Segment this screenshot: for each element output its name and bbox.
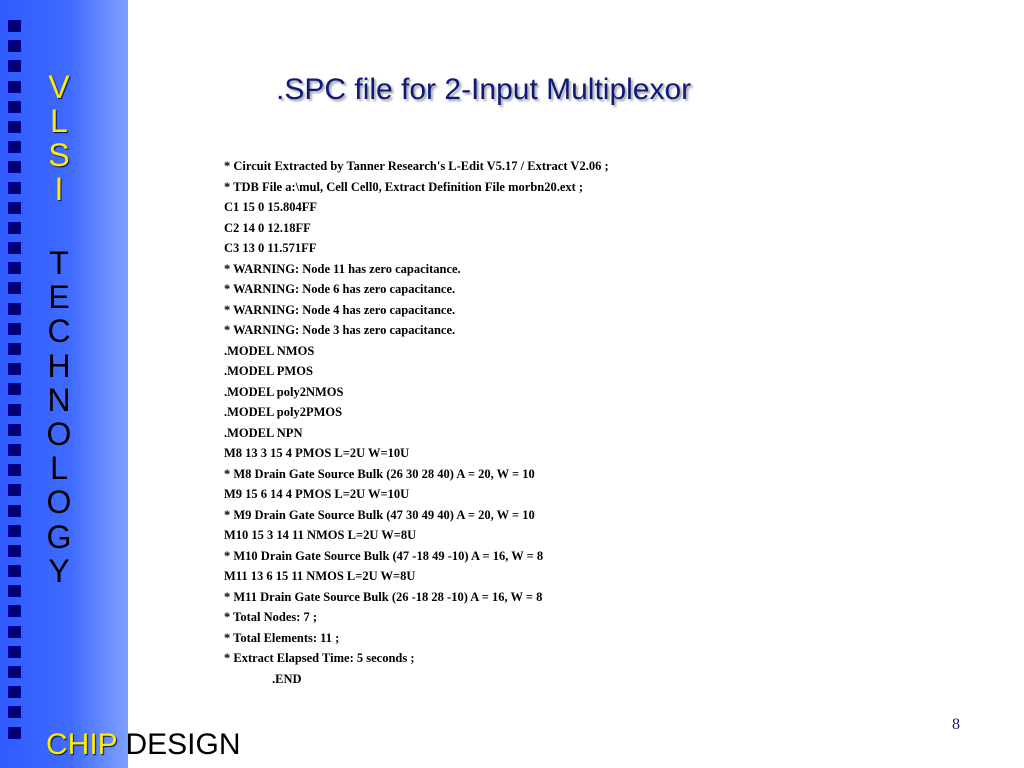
listing-line: * WARNING: Node 3 has zero capacitance. xyxy=(224,323,456,337)
chip-label: CHIP xyxy=(46,728,118,761)
vlsi-letter: I xyxy=(54,171,64,207)
square-bullet-icon xyxy=(8,343,21,355)
listing-line: * M9 Drain Gate Source Bulk (47 30 49 40) A = 20, W = 10 xyxy=(224,507,535,522)
square-bullet-icon xyxy=(8,202,21,214)
square-bullet-icon xyxy=(8,505,21,517)
slide-title: .SPC file for 2-Input Multiplexor xyxy=(276,73,692,106)
sidebar xyxy=(0,0,241,768)
square-bullet-icon xyxy=(8,121,21,133)
listing-line: .MODEL NPN xyxy=(224,425,303,440)
square-bullet-icon xyxy=(8,404,21,416)
listing-line: C1 15 0 15.804FF xyxy=(224,200,318,214)
square-bullet-icon xyxy=(8,545,21,557)
listing-line: .MODEL PMOS xyxy=(224,364,313,378)
vlsi-letter: V xyxy=(48,69,70,105)
technology-letter: O xyxy=(46,484,72,521)
square-bullet-icon xyxy=(8,646,21,658)
listing-line: M8 13 3 15 4 PMOS L=2U W=10U xyxy=(224,446,410,460)
square-bullet-icon xyxy=(8,585,21,597)
square-bullet-icon xyxy=(8,242,21,254)
square-bullet-icon xyxy=(8,424,21,436)
listing-line: * Circuit Extracted by Tanner Research's L-Edit V5.17 / Extract V2.06 ; xyxy=(224,159,609,173)
listing-line: * WARNING: Node 11 has zero capacitance. xyxy=(224,261,461,276)
vlsi-letters xyxy=(48,70,69,206)
listing-line: * Total Nodes: 7 ; xyxy=(224,610,318,624)
square-bullet-icon xyxy=(8,706,21,718)
square-bullet-icon xyxy=(8,222,21,234)
technology-letter: T xyxy=(49,245,69,281)
listing-line: * TDB File a:\mul, Cell Cell0, Extract Definition File morbn20.ext ; xyxy=(224,179,584,194)
listing-line: M11 13 6 15 11 NMOS L=2U W=8U xyxy=(224,569,416,583)
square-bullet-icon xyxy=(8,565,21,577)
listing-line: * M10 Drain Gate Source Bulk (47 -18 49 -10) A = 16, W = 8 xyxy=(224,548,544,563)
square-bullet-icon xyxy=(8,383,21,395)
square-bullet-icon xyxy=(8,161,21,173)
listing-line: * M11 Drain Gate Source Bulk (26 -18 28 -10) A = 16, W = 8 xyxy=(224,589,543,604)
technology-letter: Y xyxy=(48,552,70,589)
square-bullet-icon xyxy=(8,182,21,194)
listing-line: C2 14 0 12.18FF xyxy=(224,220,311,235)
technology-letter: O xyxy=(46,415,72,452)
square-bullet-icon xyxy=(8,303,21,315)
square-bullet-icon xyxy=(8,686,21,698)
square-bullet-icon xyxy=(8,141,21,153)
square-bullet-icon xyxy=(8,282,21,294)
chip-design-brand xyxy=(46,728,241,762)
square-bullet-icon xyxy=(8,626,21,638)
listing-line: * Extract Elapsed Time: 5 seconds ; xyxy=(224,651,415,665)
listing-line: * Total Elements: 11 ; xyxy=(224,630,340,645)
technology-letter: E xyxy=(48,279,70,316)
listing-line: .MODEL poly2PMOS xyxy=(224,405,343,419)
square-bullet-icon xyxy=(8,484,21,496)
technology-letters xyxy=(47,246,72,588)
square-bullet-icon xyxy=(8,444,21,456)
square-bullet-icon xyxy=(8,101,21,113)
square-bullet-icon xyxy=(8,525,21,537)
technology-letter: C xyxy=(47,313,71,350)
page-number: 8 xyxy=(952,716,960,733)
square-bullet-icon xyxy=(8,666,21,678)
square-bullet-icon xyxy=(8,363,21,375)
technology-letter: H xyxy=(47,347,71,384)
square-bullet-icon xyxy=(8,20,21,32)
vlsi-letter: L xyxy=(50,103,68,139)
square-bullet-icon xyxy=(8,323,21,335)
square-bullet-icon xyxy=(8,81,21,93)
technology-letter: G xyxy=(46,518,72,555)
listing-line: M10 15 3 14 11 NMOS L=2U W=8U xyxy=(224,528,417,542)
listing-line: M9 15 6 14 4 PMOS L=2U W=10U xyxy=(224,487,410,501)
square-bullet-icon xyxy=(8,40,21,52)
spice-listing xyxy=(224,156,924,689)
square-bullet-icon xyxy=(8,605,21,617)
listing-line: .MODEL NMOS xyxy=(224,343,315,358)
listing-line: C3 13 0 11.571FF xyxy=(224,241,317,255)
square-bullet-icon xyxy=(8,727,21,739)
listing-line: .END xyxy=(272,671,302,686)
technology-letter: L xyxy=(50,450,68,487)
listing-line: .MODEL poly2NMOS xyxy=(224,384,344,399)
listing-line: * WARNING: Node 6 has zero capacitance. xyxy=(224,282,456,296)
square-bullet-icon xyxy=(8,464,21,476)
listing-line: * M8 Drain Gate Source Bulk (26 30 28 40) A = 20, W = 10 xyxy=(224,466,535,481)
vlsi-letter: S xyxy=(48,137,70,173)
square-bullet-icon xyxy=(8,60,21,72)
design-label: DESIGN xyxy=(125,728,241,761)
listing-line: * WARNING: Node 4 has zero capacitance. xyxy=(224,302,456,317)
vertical-title xyxy=(44,70,74,588)
bullet-column xyxy=(8,20,22,747)
square-bullet-icon xyxy=(8,262,21,274)
technology-letter: N xyxy=(47,381,71,418)
